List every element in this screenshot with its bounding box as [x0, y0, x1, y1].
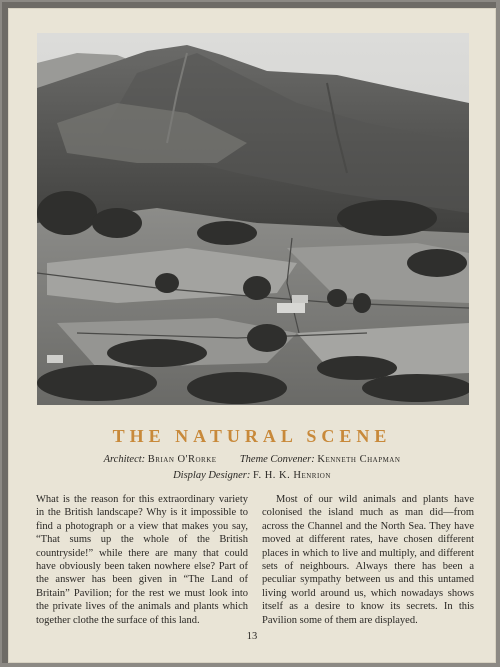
- page-frame: [2, 2, 496, 663]
- page: [8, 8, 496, 663]
- display-designer-label: Display Designer:: [173, 470, 251, 481]
- credits-line-2: [8, 468, 496, 484]
- page-title: THE NATURAL SCENE: [112, 426, 392, 446]
- theme-convener-label: Theme Convener:: [239, 454, 315, 465]
- architect-name: Brian O'Rorke: [147, 454, 217, 465]
- page-number: 13: [246, 631, 258, 642]
- architect-label: Architect:: [103, 454, 146, 465]
- theme-convener-name: Kenneth Chapman: [317, 454, 401, 465]
- credits: [8, 452, 496, 484]
- credits-line-1: [8, 452, 496, 468]
- body-column-right: Most of our wild animals and plants have colonised the island much as man did—from across the Channel and the North Sea. They have moved at different rates, have chosen different places in which to live and multiply, and different sets of neighbours. Always there has been a peculiar sympathy between us and this untamed living world around us, which nowadays shows itself as a desire to know its secrets. In this Pavilion some of them are displayed.: [262, 494, 474, 626]
- display-designer-name: F. H. K. Henrion: [252, 470, 331, 481]
- landscape-photo: [37, 33, 469, 405]
- body-column-left: What is the reason for this extraordinary variety in the British landscape? Why is it impossible to find a photograph or a view that makes you say, “That sums up the whole of the British countryside!” while there are many that could have obviously been taken nowhere else? Part of the answer has been given in “The Land of Britain” Pavilion; for the rest we must look into the private lives of the animals and plants which together clothe the surface of this land.: [36, 494, 248, 626]
